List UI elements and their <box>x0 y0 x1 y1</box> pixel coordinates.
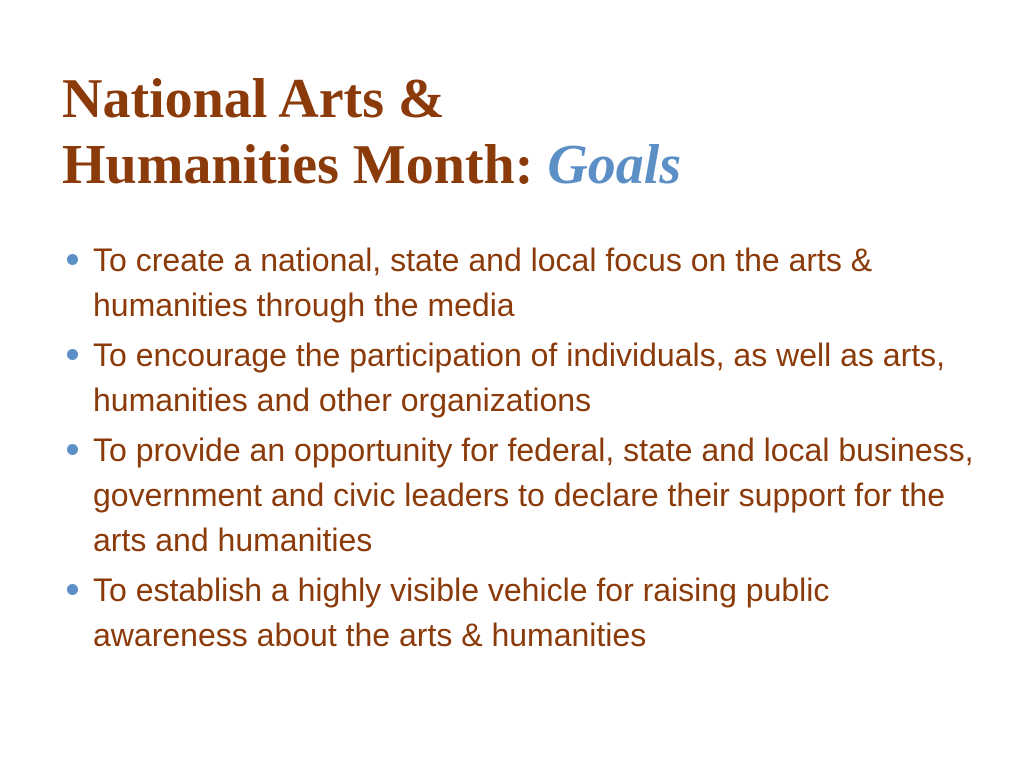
list-item <box>62 568 982 658</box>
bullet-text: To establish a highly visible vehicle for raising public awareness about the arts & humanities <box>93 572 830 653</box>
list-item <box>62 238 982 328</box>
title-accent-goals: Goals <box>547 134 682 196</box>
bullet-icon <box>67 349 78 360</box>
goals-list <box>62 238 982 663</box>
slide-title <box>62 66 962 198</box>
title-main-text: Humanities Month: <box>62 134 534 196</box>
list-item <box>62 428 982 563</box>
list-item <box>62 333 982 423</box>
bullet-text: To provide an opportunity for federal, state and local business, government and civic leaders to declare their support for the arts and humanities <box>93 432 974 558</box>
bullet-text: To encourage the participation of individuals, as well as arts, humanities and other organizations <box>93 337 946 418</box>
bullet-text: To create a national, state and local focus on the arts & humanities through the media <box>93 242 873 323</box>
title-line-2 <box>62 132 962 198</box>
title-line-1: National Arts & <box>62 68 445 130</box>
bullet-icon <box>67 254 78 265</box>
bullet-icon <box>67 584 78 595</box>
bullet-icon <box>67 444 78 455</box>
